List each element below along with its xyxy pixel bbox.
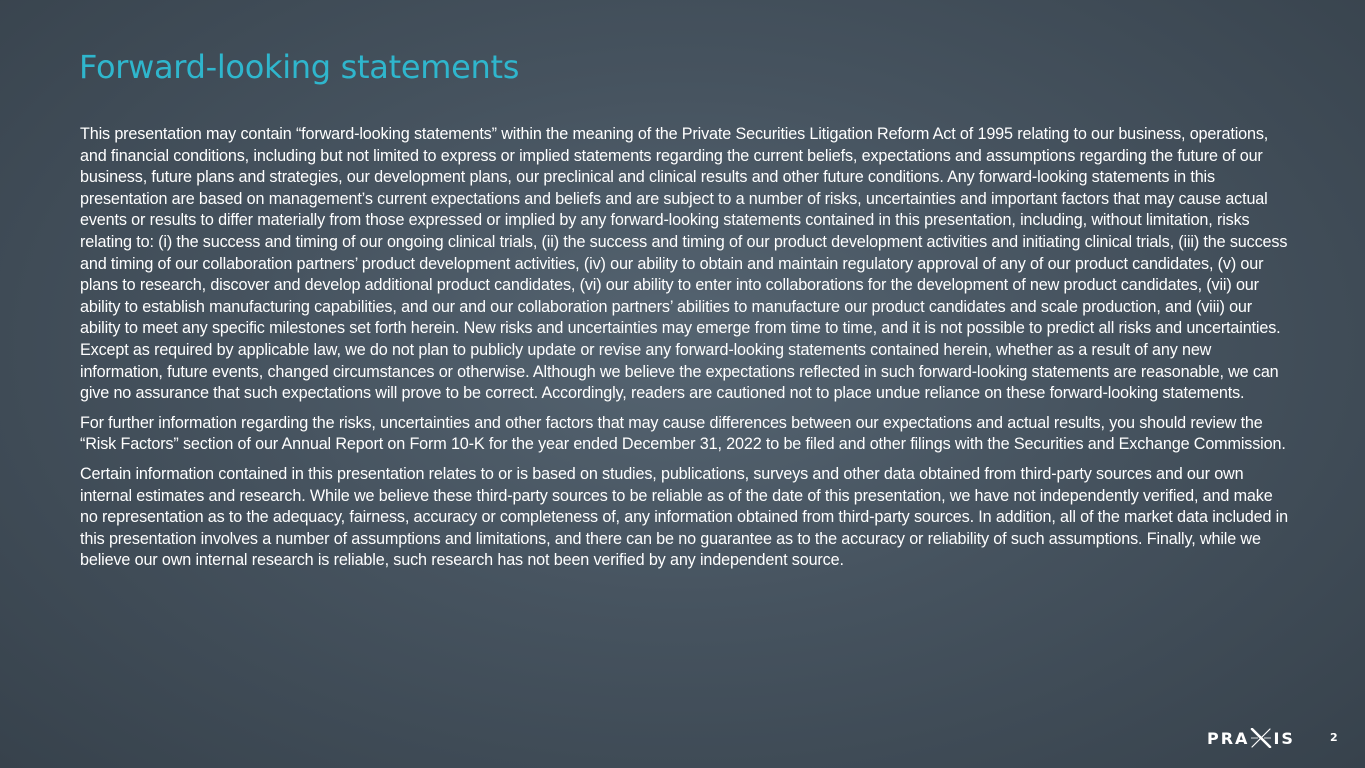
paragraph-third-party-data: Certain information contained in this presentation relates to or is based on studies, publications, surveys and other data obtained from third-party sources and our own internal estimates and research. While we believe these third-party sources to be reliable as of the date of this presentation, we have not independently verified, and make no representation as to the adequacy, fairness, accuracy or completeness of, any information obtained from third-party sources. In addition, all of the market data included in this presentation involves a number of assumptions and limitations, and there can be no guarantee as to the accuracy or reliability of such assumptions. Finally, while we believe our own internal research is reliable, such research has not been verified by any independent source.: [80, 464, 1288, 570]
page-title: Forward-looking statements: [79, 48, 520, 86]
praxis-logo: [1207, 728, 1297, 748]
page-number: 2: [1330, 731, 1338, 744]
paragraph-risk-factors: For further information regarding the risks, uncertainties and other factors that may cause differences between our expectations and actual results, you should review the “Risk Factors” section of our Annual Report on Form 10-K for the year ended December 31, 2022 to be filed and other filings with the Securities and Exchange Commission.: [80, 413, 1286, 454]
disclaimer-body: [80, 124, 1290, 572]
praxis-x-mark-icon: [1250, 728, 1272, 748]
logo-text-start: PRA: [1207, 728, 1250, 748]
paragraph-forward-looking: This presentation may contain “forward-looking statements” within the meaning of the Private Securities Litigation Reform Act of 1995 relating to our business, operations, and financial conditions, including but not limited to express or implied statements regarding the current beliefs, expectations and assumptions regarding the future of our business, future plans and strategies, our development plans, our preclinical and clinical results and other future conditions. Any forward-looking statements in this presentation are based on management’s current expectations and beliefs and are subject to a number of risks, uncertainties and important factors that may cause actual events or results to differ materially from those expressed or implied by any forward-looking statements contained in this presentation, including, without limitation, risks relating to: (i) the success and timing of our ongoing clinical trials, (ii) the success and timing of our product development activities and initiating clinical trials, (iii) the success and timing of our collaboration partners’ product development activities, (iv) our ability to obtain and maintain regulatory approval of any of our product candidates, (v) our plans to research, discover and develop additional product candidates, (vi) our ability to enter into collaborations for the development of new product candidates, (vii) our ability to establish manufacturing capabilities, and our and our collaboration partners’ abilities to manufacture our product candidates and scale production, and (viii) our ability to meet any specific milestones set forth herein. New risks and uncertainties may emerge from time to time, and it is not possible to predict all risks and uncertainties. Except as required by applicable law, we do not plan to publicly update or revise any forward-looking statements contained herein, whether as a result of any new information, future events, changed circumstances or otherwise. Although we believe the expectations reflected in such forward-looking statements are reasonable, we can give no assurance that such expectations will prove to be correct. Accordingly, readers are cautioned not to place undue reliance on these forward-looking statements.: [80, 125, 1288, 403]
logo-text-end: IS: [1273, 728, 1295, 748]
